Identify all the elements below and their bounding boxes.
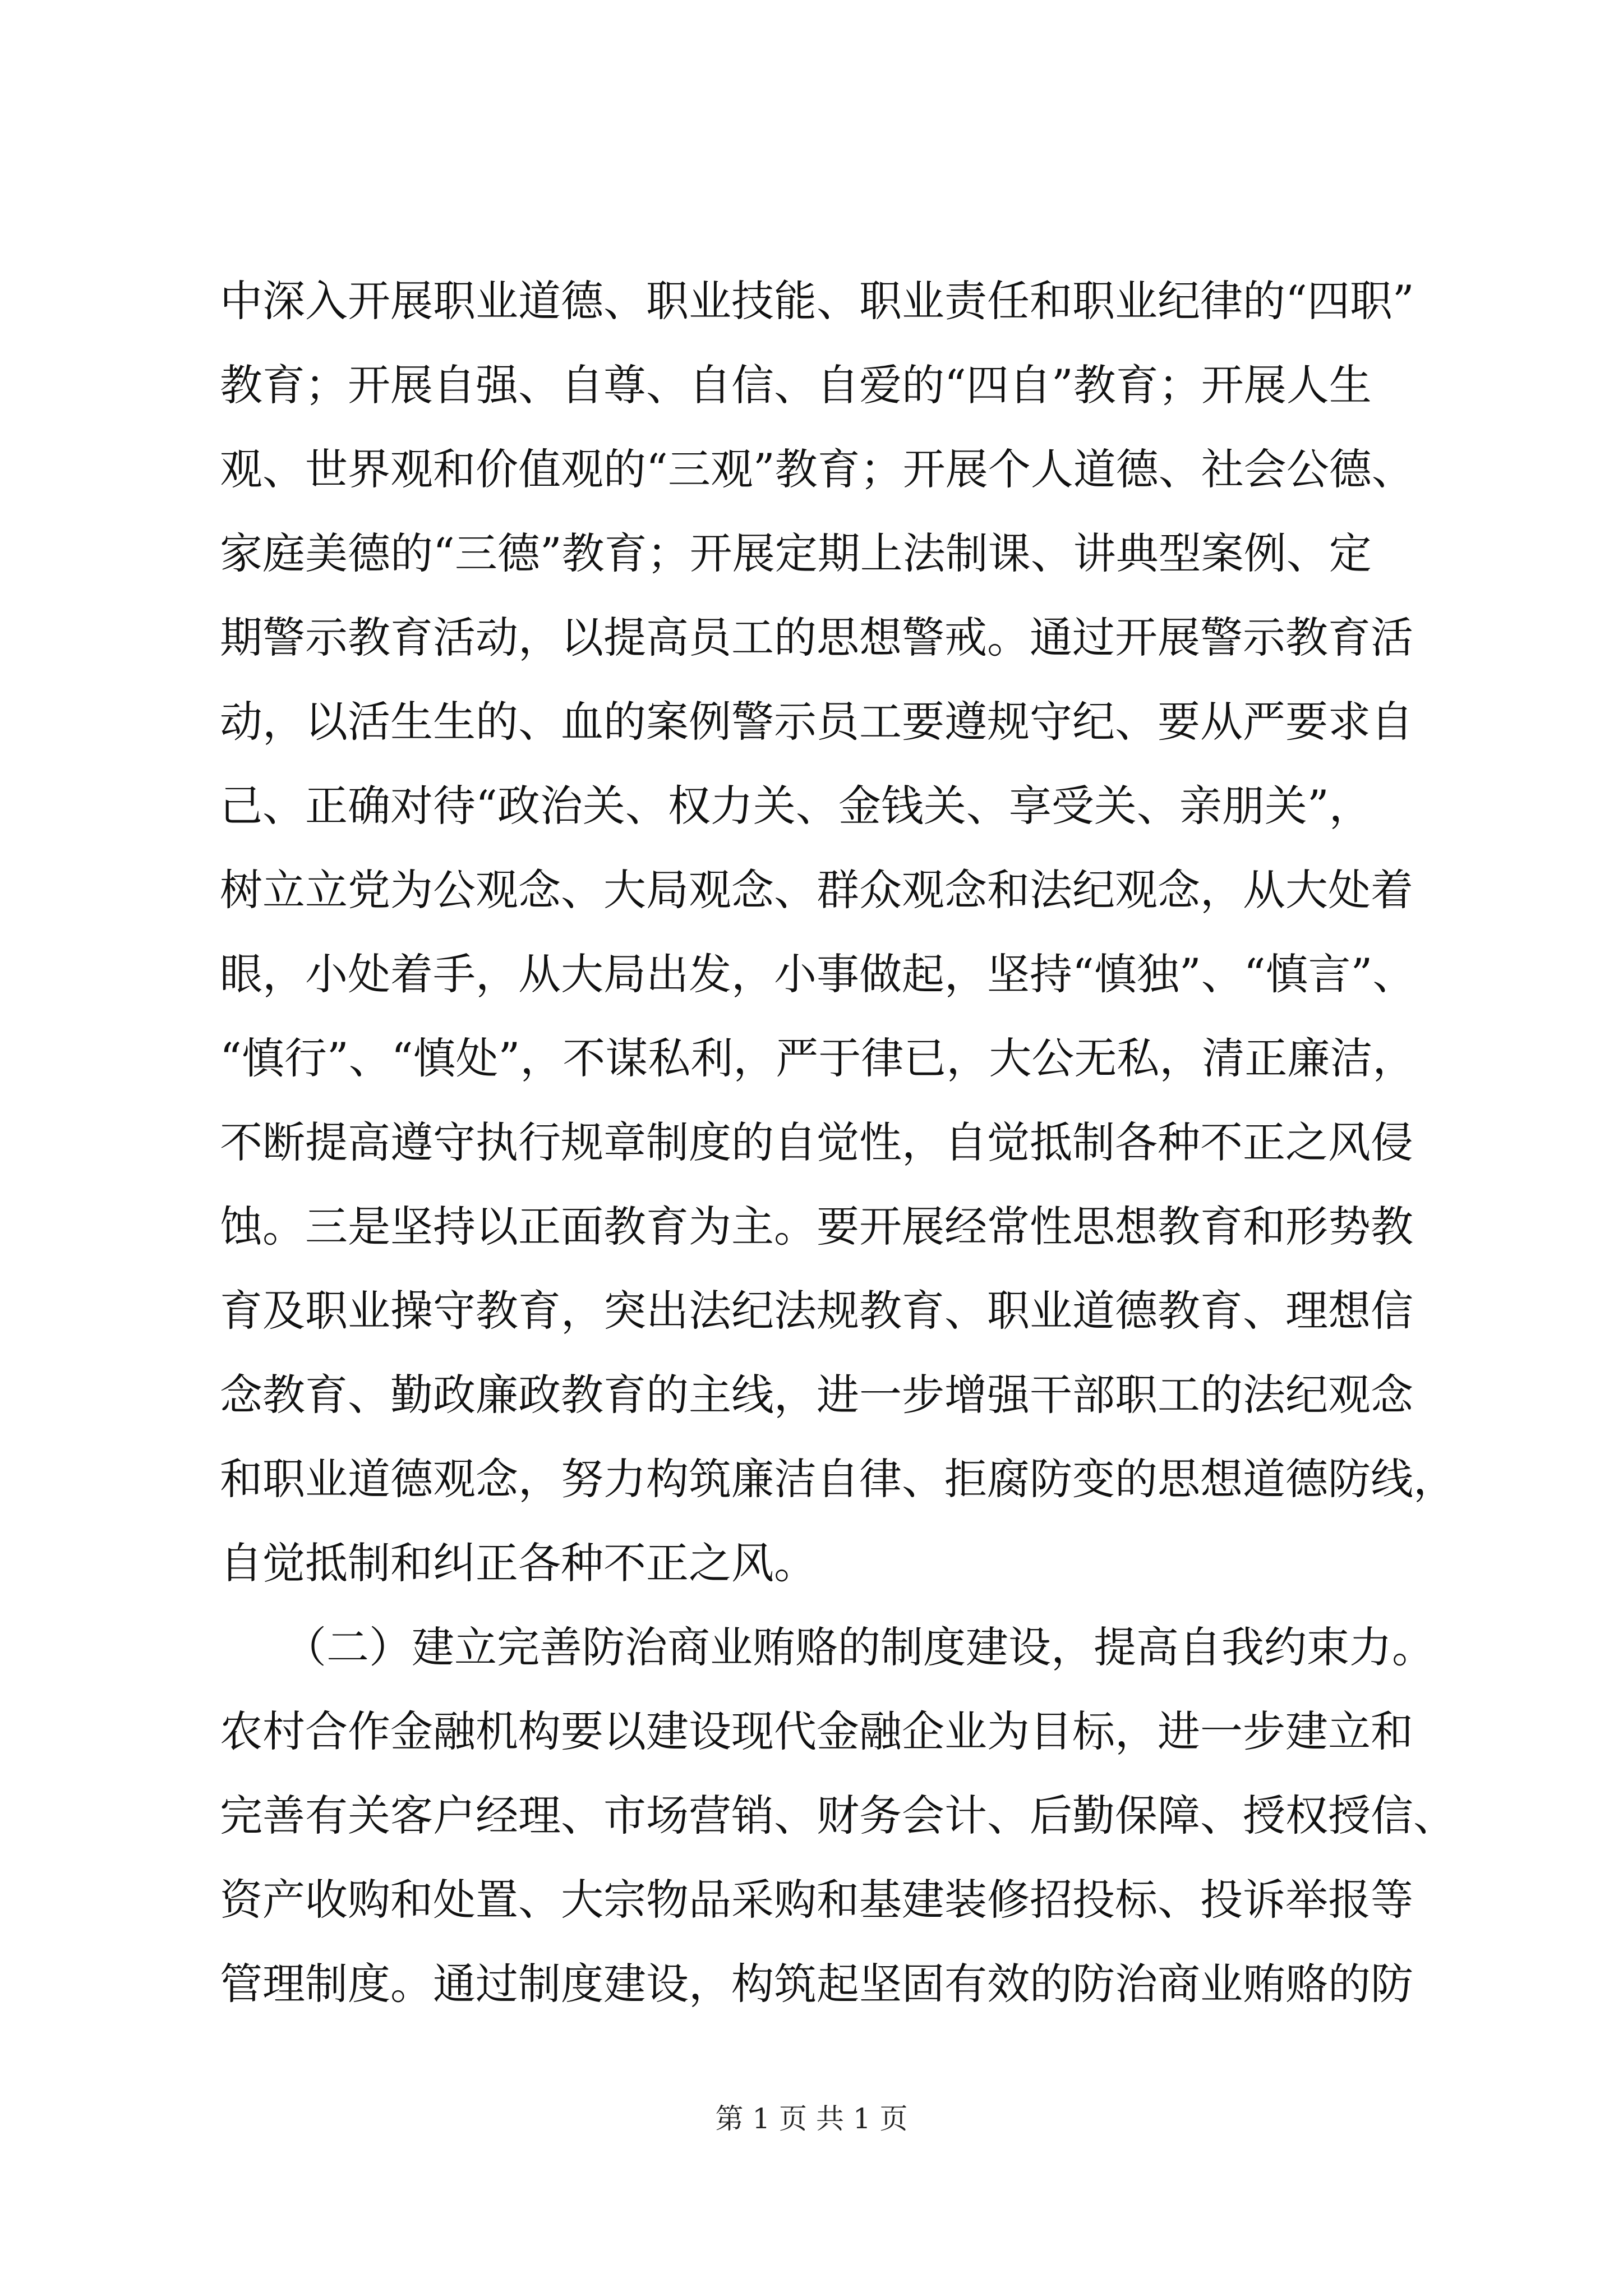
text-line: 教育；开展自强、自尊、自信、自爱的“四自”教育；开展人生 — [220, 360, 1372, 410]
page-footer — [0, 2099, 1623, 2138]
text-line: 念教育、勤政廉政教育的主线，进一步增强干部职工的法纪观念 — [220, 1370, 1413, 1420]
text-line: 不断提高遵守执行规章制度的自觉性，自觉抵制各种不正之风侵 — [220, 1117, 1413, 1167]
page-number: 第 1 页 共 1 页 — [715, 2102, 908, 2135]
text-line: 管理制度。通过制度建设，构筑起坚固有效的防治商业贿赂的防 — [220, 1959, 1413, 2009]
text-line: 树立立党为公观念、大局观念、群众观念和法纪观念，从大处着 — [220, 865, 1413, 915]
text-line: “慎行”、“慎处”，不谋私利，严于律已，大公无私，清正廉洁， — [220, 1033, 1415, 1083]
text-line: 己、正确对待“政治关、权力关、金钱关、享受关、亲朋关”， — [220, 781, 1372, 831]
text-line: 资产收购和处置、大宗物品采购和基建装修招投标、投诉举报等 — [220, 1875, 1413, 1925]
text-line: 动，以活生生的、血的案例警示员工要遵规守纪、要从严要求自 — [220, 697, 1413, 747]
text-line: 完善有关客户经理、市场营销、财务会计、后勤保障、授权授信、 — [220, 1791, 1456, 1841]
text-line: 育及职业操守教育，突出法纪法规教育、职业道德教育、理想信 — [220, 1286, 1413, 1336]
text-line: 眼，小处着手，从大局出发，小事做起，坚持“慎独”、“慎言”、 — [220, 949, 1415, 999]
text-line: 自觉抵制和纠正各种不正之风。 — [220, 1538, 817, 1588]
text-line: 和职业道德观念，努力构筑廉洁自律、拒腐防变的思想道德防线， — [220, 1454, 1456, 1504]
text-line: 农村合作金融机构要以建设现代金融企业为目标，进一步建立和 — [220, 1706, 1413, 1756]
text-line: 家庭美德的“三德”教育；开展定期上法制课、讲典型案例、定 — [220, 528, 1372, 578]
text-line: 期警示教育活动，以提高员工的思想警戒。通过开展警示教育活 — [220, 613, 1413, 662]
text-line: 中深入开展职业道德、职业技能、职业责任和职业纪律的“四职” — [220, 276, 1414, 326]
text-line: 蚀。三是坚持以正面教育为主。要开展经常性思想教育和形势教 — [220, 1202, 1413, 1251]
section-heading-line: （二）建立完善防治商业贿赂的制度建设，提高自我约束力。 — [220, 1622, 1435, 1672]
body-text — [220, 259, 1456, 2026]
text-line: 观、世界观和价值观的“三观”教育；开展个人道德、社会公德、 — [220, 444, 1414, 494]
